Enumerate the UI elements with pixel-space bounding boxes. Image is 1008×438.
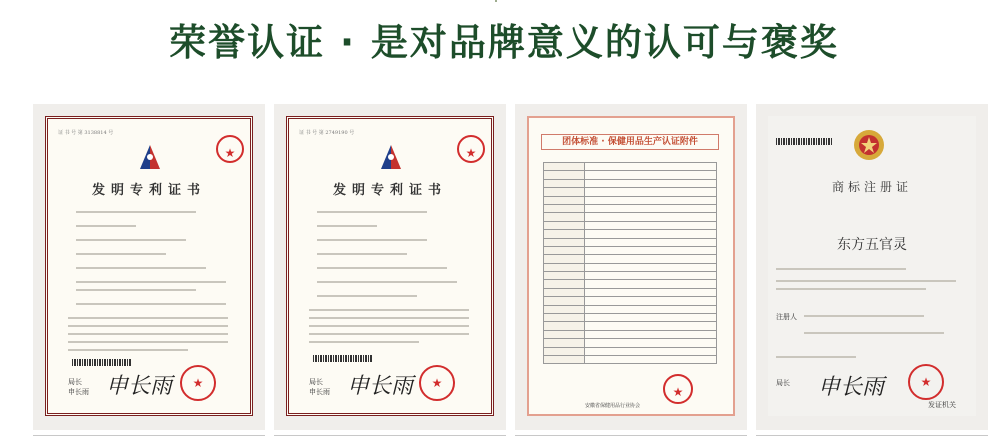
barcode: [313, 355, 373, 362]
signatory-name: 申长雨: [68, 388, 89, 396]
signatory-role: 局长: [309, 378, 323, 386]
barcode: [72, 359, 132, 366]
official-seal: [216, 135, 244, 163]
national-emblem-icon: [852, 128, 886, 162]
registrant-label: 注册人: [776, 313, 797, 321]
issuer: 安徽省保健用品行业协会: [585, 403, 641, 409]
signatory-name: 申长雨: [309, 388, 330, 396]
signature: 申长雨: [818, 375, 885, 400]
certificate-document: [527, 116, 735, 416]
certificate-document: 证 书 号 第 2749190 号 ★ 发明专利证书 局长 申长雨 申长雨 ★: [286, 116, 494, 416]
certification-table: [543, 162, 717, 364]
signatory-role: 局长: [776, 379, 790, 387]
patent-emblem-icon: [377, 143, 405, 171]
certificate-card-patent-2[interactable]: [274, 104, 506, 430]
issuing-office-label: 发证机关: [928, 401, 956, 409]
certificate-card-trademark[interactable]: [756, 104, 988, 430]
patent-emblem-icon: [136, 143, 164, 171]
official-seal: [457, 135, 485, 163]
brand-name: 东方五官灵: [837, 237, 907, 253]
signatory-role: 局长: [68, 378, 82, 386]
leaf-icon: [478, 0, 514, 8]
signature: 申长雨: [106, 374, 173, 399]
certificate-title: 发明专利证书: [332, 183, 447, 198]
signature: 申长雨: [347, 374, 414, 399]
certificate-title: 团体标准 · 保健用品生产认证附件: [541, 134, 719, 150]
certificate-document: 证 书 号 第 3138814 号 ★ 发明专利证书 局长 申长雨 申长雨 ★: [45, 116, 253, 416]
official-seal: [419, 365, 455, 401]
certificate-card-product-certification[interactable]: [515, 104, 747, 430]
certificate-title: 发明专利证书: [91, 183, 206, 198]
official-seal: [908, 364, 944, 400]
official-seal: [663, 374, 693, 404]
page-title: 荣誉认证 · 是对品牌意义的认可与褒奖: [169, 21, 839, 64]
barcode: [776, 138, 832, 145]
official-seal: [180, 365, 216, 401]
certificate-document: [768, 116, 976, 416]
certificate-card-patent-1[interactable]: [33, 104, 265, 430]
certificate-title: 商标注册证: [831, 180, 912, 194]
